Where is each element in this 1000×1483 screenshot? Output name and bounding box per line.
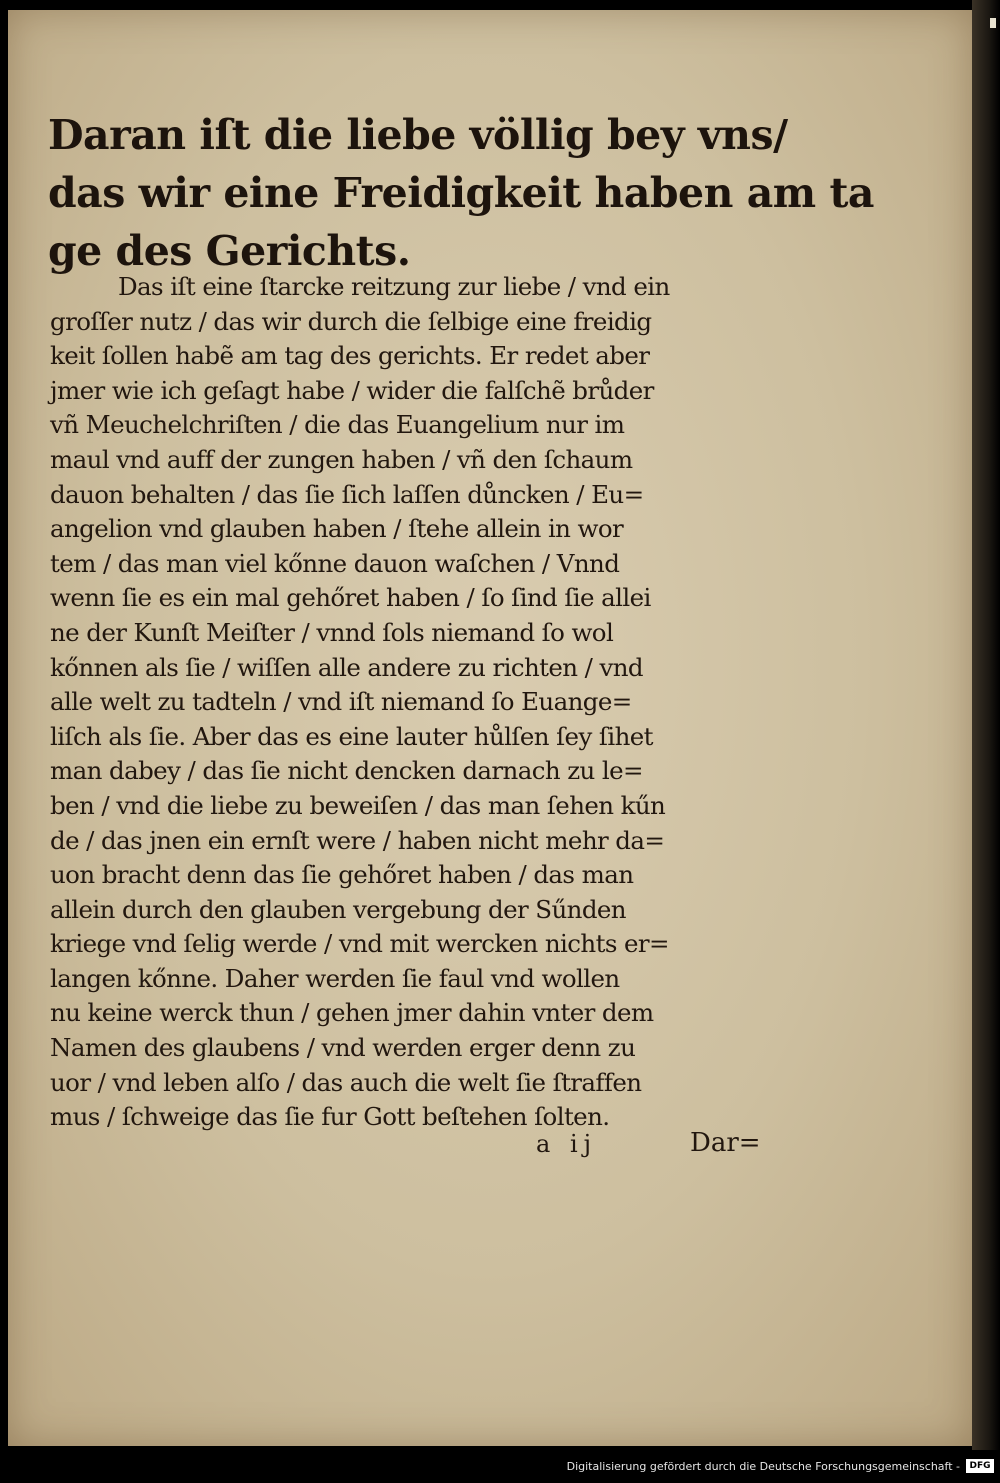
text-line: dauon behalten / das ſie ſich laſſen důncken / Eu= (50, 479, 644, 509)
text-line: alle welt zu tadteln / vnd iſt niemand ſo Euange= (50, 687, 632, 717)
text-line: uon bracht denn das ſie gehőret haben / das man (50, 860, 634, 890)
text-line: ben / vnd die liebe zu beweiſen / das man ſehen kűn (50, 790, 666, 820)
verse-heading (48, 106, 874, 280)
dfg-logo: DFG (966, 1459, 994, 1473)
text-line: liſch als ſie. Aber das es eine lauter hůlſen ſey ſihet (50, 721, 653, 751)
text-line: de / das jnen ein ernſt were / haben nicht mehr da= (50, 825, 665, 855)
text-line: kriege vnd ſelig werde / vnd mit wercken nichts er= (50, 929, 669, 959)
text-line: mus / ſchweige das ſie fur Gott beſtehen ſolten. (50, 1102, 610, 1132)
text-line: tem / das man viel kőnne dauon waſchen / Vnnd (50, 548, 620, 578)
text-line: angelion vnd glauben haben / ſtehe allein in wor (50, 514, 624, 544)
heading-line: das wir eine Freidigkeit haben am ta (48, 169, 874, 217)
text-line: nu keine werck thun / gehen jmer dahin vnter dem (50, 998, 654, 1028)
text-line: allein durch den glauben vergebung der Sűnden (50, 894, 626, 924)
text-line: groſſer nutz / das wir durch die ſelbige eine freidig (50, 306, 652, 336)
signature-mark: a ij (536, 1130, 598, 1158)
heading-line: ge des Gerichts. (48, 227, 411, 275)
book-edge (972, 0, 1000, 1450)
text-line: Das iſt eine ſtarcke reitzung zur liebe / vnd ein (118, 272, 670, 301)
text-line: ne der Kunſt Meiſter / vnnd ſols niemand ſo wol (50, 617, 614, 647)
text-line: keit ſollen habẽ am tag des gerichts. Er redet aber (50, 341, 650, 371)
funding-credit: Digitalisierung gefördert durch die Deutsche Forschungsgemeinschaft - (566, 1460, 960, 1473)
text-line: man dabey / das ſie nicht dencken darnach zu le= (50, 756, 643, 786)
text-line: uor / vnd leben alſo / das auch die welt ſie ſtraffen (50, 1067, 642, 1097)
scan-marker (990, 18, 996, 28)
commentary-text (50, 270, 770, 1135)
text-line: jmer wie ich geſagt habe / wider die falſchẽ brůder (50, 375, 654, 405)
text-line: langen kőnne. Daher werden ſie faul vnd wollen (50, 963, 620, 993)
catchword: Dar= (690, 1128, 761, 1158)
text-line: vñ Meuchelchriſten / die das Euangelium nur im (50, 410, 625, 440)
text-line: wenn ſie es ein mal gehőret haben / ſo ſind ſie allei (50, 583, 651, 613)
text-line: kőnnen als ſie / wiſſen alle andere zu richten / vnd (50, 652, 643, 682)
heading-line: Daran iſt die liebe völlig bey vns/ (48, 111, 788, 159)
text-line: maul vnd auff der zungen haben / vñ den ſchaum (50, 444, 633, 474)
text-line: Namen des glaubens / vnd werden erger denn zu (50, 1033, 636, 1063)
